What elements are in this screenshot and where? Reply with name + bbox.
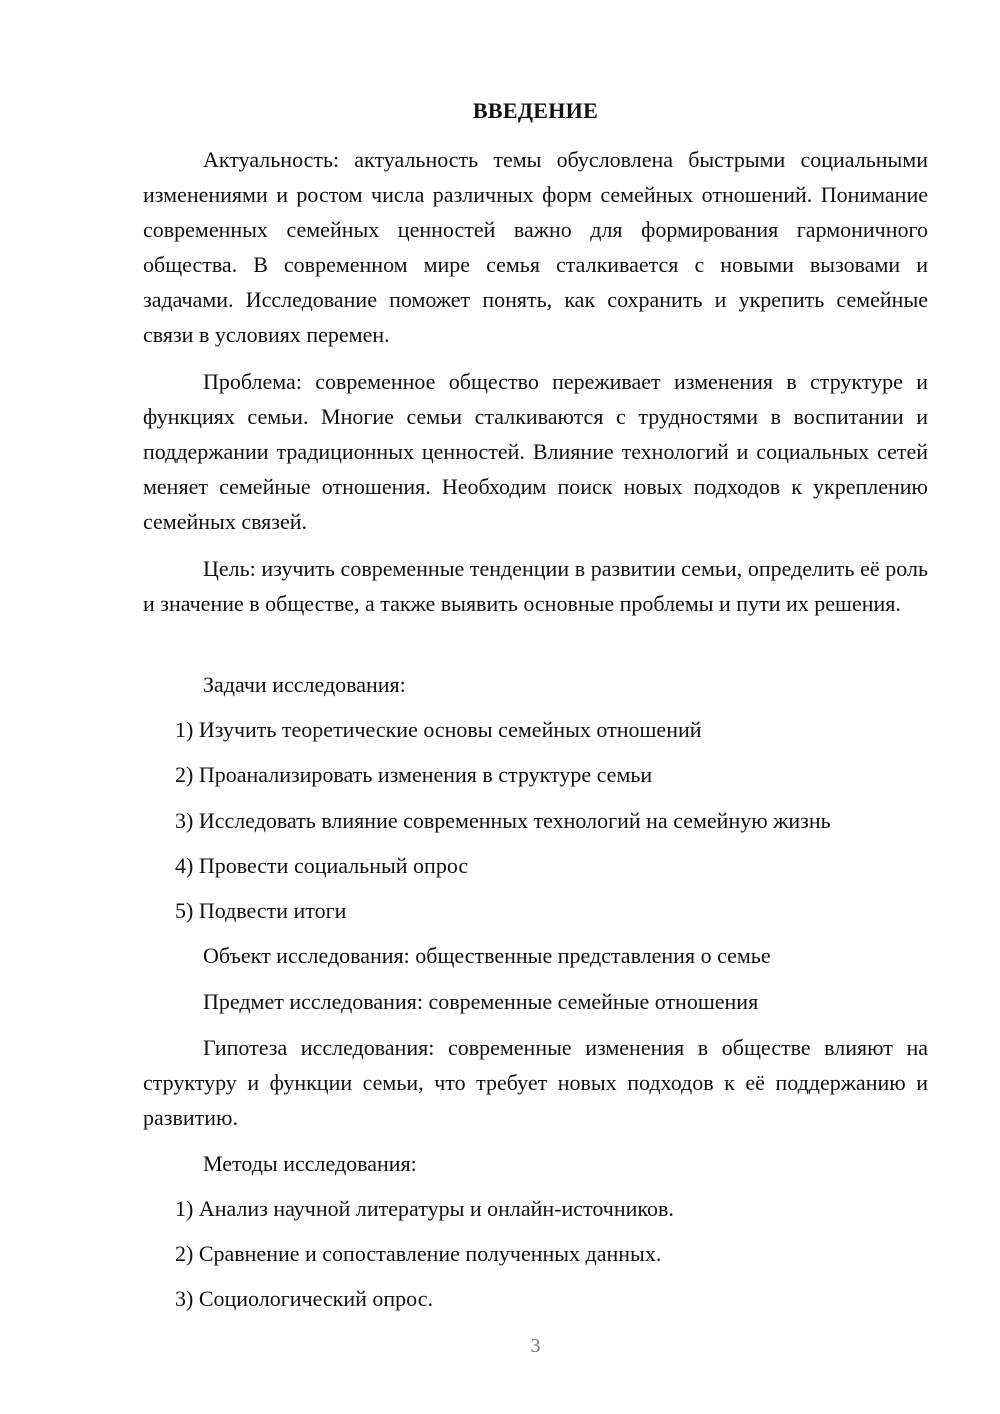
method-item: 2) Сравнение и сопоставление полученных данных. xyxy=(175,1241,662,1266)
research-object: Объект исследования: общественные представления о семье xyxy=(203,943,771,968)
task-item: 3) Исследовать влияние современных технологий на семейную жизнь xyxy=(175,808,831,833)
task-item: 1) Изучить теоретические основы семейных отношений xyxy=(175,717,702,742)
method-item: 1) Анализ научной литературы и онлайн-источников. xyxy=(175,1196,674,1221)
task-item: 5) Подвести итоги xyxy=(175,898,347,923)
task-item: 2) Проанализировать изменения в структуре семьи xyxy=(175,762,653,787)
method-item: 3) Социологический опрос. xyxy=(175,1286,433,1311)
methods-heading: Методы исследования: xyxy=(203,1151,417,1176)
task-item: 4) Провести социальный опрос xyxy=(175,853,469,878)
page-title: ВВЕДЕНИЕ xyxy=(472,98,599,123)
research-subject: Предмет исследования: современные семейные отношения xyxy=(203,989,759,1014)
paragraph-hypothesis: Гипотеза исследования: современные изменения в обществе влияют на структуру и функции семьи, что требует новых подходов к её поддержанию и развитию. xyxy=(143,1035,928,1130)
paragraph-relevance: Актуальность: актуальность темы обусловлена быстрыми социальными изменениями и ростом числа различных форм семейных отношений. Понимание современных семейных ценностей важно для формирования гармоничного общества. В современном мире семья сталкивается с новыми вызовами и задачами. Исследование поможет понять, как сохранить и укрепить семейные связи в условиях перемен. xyxy=(143,147,928,347)
tasks-heading: Задачи исследования: xyxy=(203,672,406,697)
paragraph-goal: Цель: изучить современные тенденции в развитии семьи, определить её роль и значение в обществе, а также выявить основные проблемы и пути их решения. xyxy=(143,556,928,616)
page-number: 3 xyxy=(530,1335,541,1357)
paragraph-problem: Проблема: современное общество переживает изменения в структуре и функциях семьи. Многие семьи сталкиваются с трудностями в воспитании и поддержании традиционных ценностей. Влияние технологий и социальных сетей меняет семейные отношения. Необходим поиск новых подходов к укреплению семейных связей. xyxy=(143,369,928,534)
